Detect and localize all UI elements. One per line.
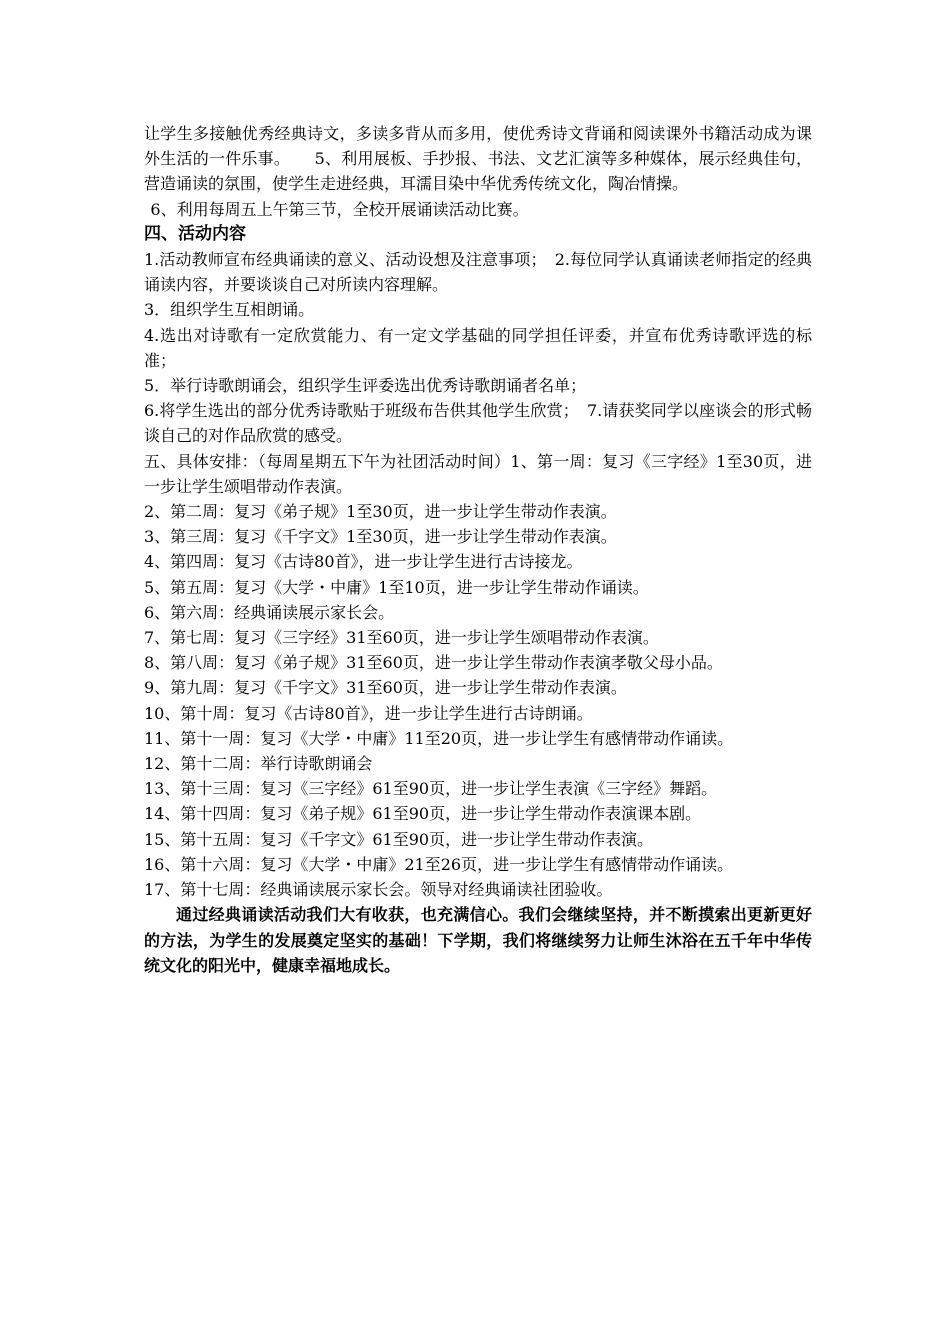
schedule-list — [144, 449, 812, 903]
method-item-6: 6、利用每周五上午第三节，全校开展诵读活动比赛。 — [150, 199, 529, 219]
content-item: 3．组织学生互相朗诵。 — [144, 300, 315, 320]
schedule-item: 9、第九周：复习《千字文》31至60页，进一步让学生带动作表演。 — [144, 678, 627, 698]
content-item: 4.选出对诗歌有一定欣赏能力、有一定文学基础的同学担任评委，并宣布优秀诗歌评选的标准； — [144, 325, 812, 370]
schedule-item: 11、第十一周：复习《大学・中庸》11至20页，进一步让学生有感情带动作诵读。 — [144, 728, 734, 748]
schedule-item: 6、第六周：经典诵读展示家长会。 — [144, 602, 395, 622]
document-page — [144, 121, 812, 978]
schedule-item: 4、第四周：复习《古诗80首》，进一步让学生进行古诗接龙。 — [144, 552, 583, 572]
schedule-item: 7、第七周：复习《三字经》31至60页，进一步让学生颂唱带动作表演。 — [144, 628, 659, 648]
schedule-item: 13、第十三周：复习《三字经》61至90页，进一步让学生表演《三字经》舞蹈。 — [144, 779, 718, 799]
intro-paragraph: 让学生多接触优秀经典诗文，多读多背从而多用，使优秀诗文背诵和阅读课外书籍活动成为课外生活的一件乐事。 5、利用展板、手抄报、书法、文艺汇演等多种媒体，展示经典佳句，营造诵读的氛围，使学生走进经典，耳濡目染中华优秀传统文化，陶冶情操。 — [144, 124, 812, 194]
schedule-item: 5、第五周：复习《大学・中庸》1至10页，进一步让学生带动作诵读。 — [144, 577, 649, 597]
content-item: 1.活动教师宣布经典诵读的意义、活动设想及注意事项； 2.每位同学认真诵读老师指定的经典诵读内容，并要谈谈自己对所读内容理解。 — [144, 250, 812, 295]
section-heading-activity-content: 四、活动内容 — [144, 223, 246, 244]
closing-paragraph: 通过经典诵读活动我们大有收获，也充满信心。我们会继续坚持，并不断摸索出更新更好的方法，为学生的发展奠定坚实的基础！下学期，我们将继续努力让师生沐浴在五千年中华传统文化的阳光中，健康幸福地成长。 — [144, 905, 812, 975]
schedule-item: 3、第三周：复习《千字文》1至30页，进一步让学生带动作表演。 — [144, 527, 617, 547]
schedule-item: 15、第十五周：复习《千字文》61至90页，进一步让学生带动作表演。 — [144, 829, 654, 849]
schedule-item: 16、第十六周：复习《大学・中庸》21至26页，进一步让学生有感情带动作诵读。 — [144, 854, 734, 874]
schedule-item: 8、第八周：复习《弟子规》31至60页，进一步让学生带动作表演孝敬父母小品。 — [144, 653, 723, 673]
content-item: 5．举行诗歌朗诵会，组织学生评委选出优秀诗歌朗诵者名单； — [144, 376, 587, 396]
schedule-item: 14、第十四周：复习《弟子规》61至90页，进一步让学生带动作表演课本剧。 — [144, 804, 702, 824]
schedule-item: 五、具体安排：（每周星期五下午为社团活动时间）1、第一周：复习《三字经》1至30页，进一步让学生颂唱带动作表演。 — [144, 451, 812, 496]
schedule-item: 17、第十七周：经典诵读展示家长会。领导对经典诵读社团验收。 — [144, 880, 613, 900]
content-list — [144, 247, 812, 449]
schedule-item: 2、第二周：复习《弟子规》1至30页，进一步让学生带动作表演。 — [144, 502, 617, 522]
schedule-item: 12、第十二周：举行诗歌朗诵会 — [144, 754, 373, 774]
content-item: 6.将学生选出的部分优秀诗歌贴于班级布告供其他学生欣赏； 7.请获奖同学以座谈会的形式畅谈自己的对作品欣赏的感受。 — [144, 401, 812, 446]
schedule-item: 10、第十周：复习《古诗80首》，进一步让学生进行古诗朗诵。 — [144, 703, 593, 723]
